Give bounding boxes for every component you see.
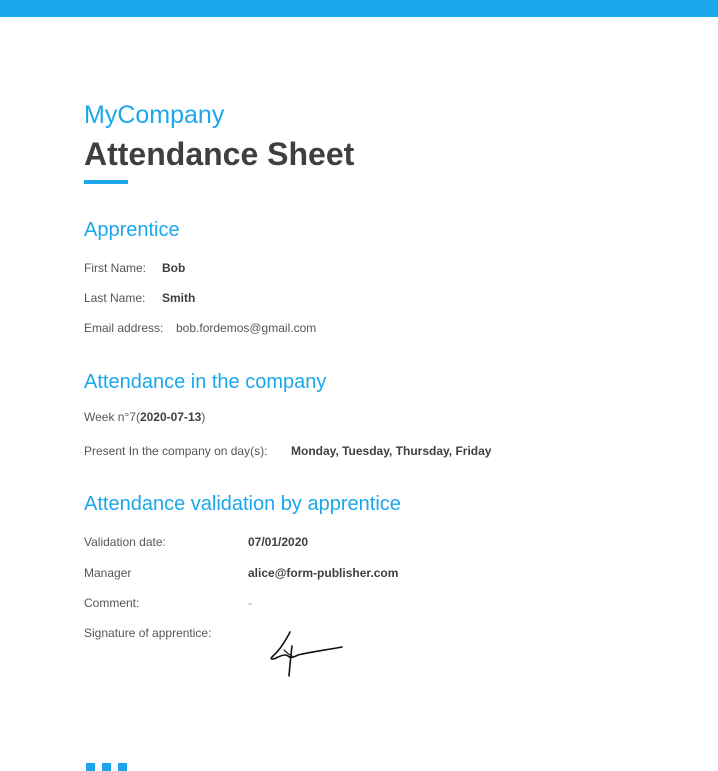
manager-value: alice@form-publisher.com — [248, 566, 399, 580]
present-days-row — [84, 444, 491, 458]
footer-decoration — [86, 759, 134, 771]
section-attendance-heading: Attendance in the company — [84, 371, 327, 393]
section-apprentice-heading: Apprentice — [84, 219, 180, 241]
page-title: Attendance Sheet — [84, 136, 355, 172]
comment-row — [84, 596, 252, 610]
last-name-label: Last Name: — [84, 291, 146, 305]
section-validation-heading: Attendance validation by apprentice — [84, 493, 401, 515]
footer-dot — [118, 763, 127, 771]
signature-label: Signature of apprentice: — [84, 626, 212, 640]
comment-label: Comment: — [84, 596, 140, 610]
manager-label: Manager — [84, 566, 132, 580]
title-underline — [84, 180, 128, 184]
first-name-row — [84, 261, 185, 275]
email-value: bob.fordemos@gmail.com — [176, 321, 317, 335]
week-date: 2020-07-13 — [139, 410, 202, 424]
signature-row — [84, 626, 211, 640]
week-row — [84, 410, 205, 424]
comment-value: - — [248, 596, 252, 610]
signature-image — [268, 630, 348, 680]
company-name: MyCompany — [84, 101, 225, 129]
present-days-value: Monday, Tuesday, Thursday, Friday — [291, 444, 492, 458]
last-name-row — [84, 291, 195, 305]
email-row — [84, 321, 316, 335]
footer-dot — [102, 763, 111, 771]
validation-date-row — [84, 535, 308, 549]
week-suffix: ) — [201, 410, 206, 424]
first-name-value: Bob — [162, 261, 186, 275]
present-days-label: Present In the company on day(s): — [84, 444, 268, 458]
email-label: Email address: — [84, 321, 164, 335]
top-accent-bar — [0, 0, 718, 17]
footer-dot — [86, 763, 95, 771]
validation-date-label: Validation date: — [84, 535, 166, 549]
last-name-value: Smith — [162, 291, 196, 305]
first-name-label: First Name: — [84, 261, 147, 275]
validation-date-value: 07/01/2020 — [248, 535, 309, 549]
week-prefix: Week n°7( — [84, 410, 140, 424]
manager-row — [84, 566, 398, 580]
